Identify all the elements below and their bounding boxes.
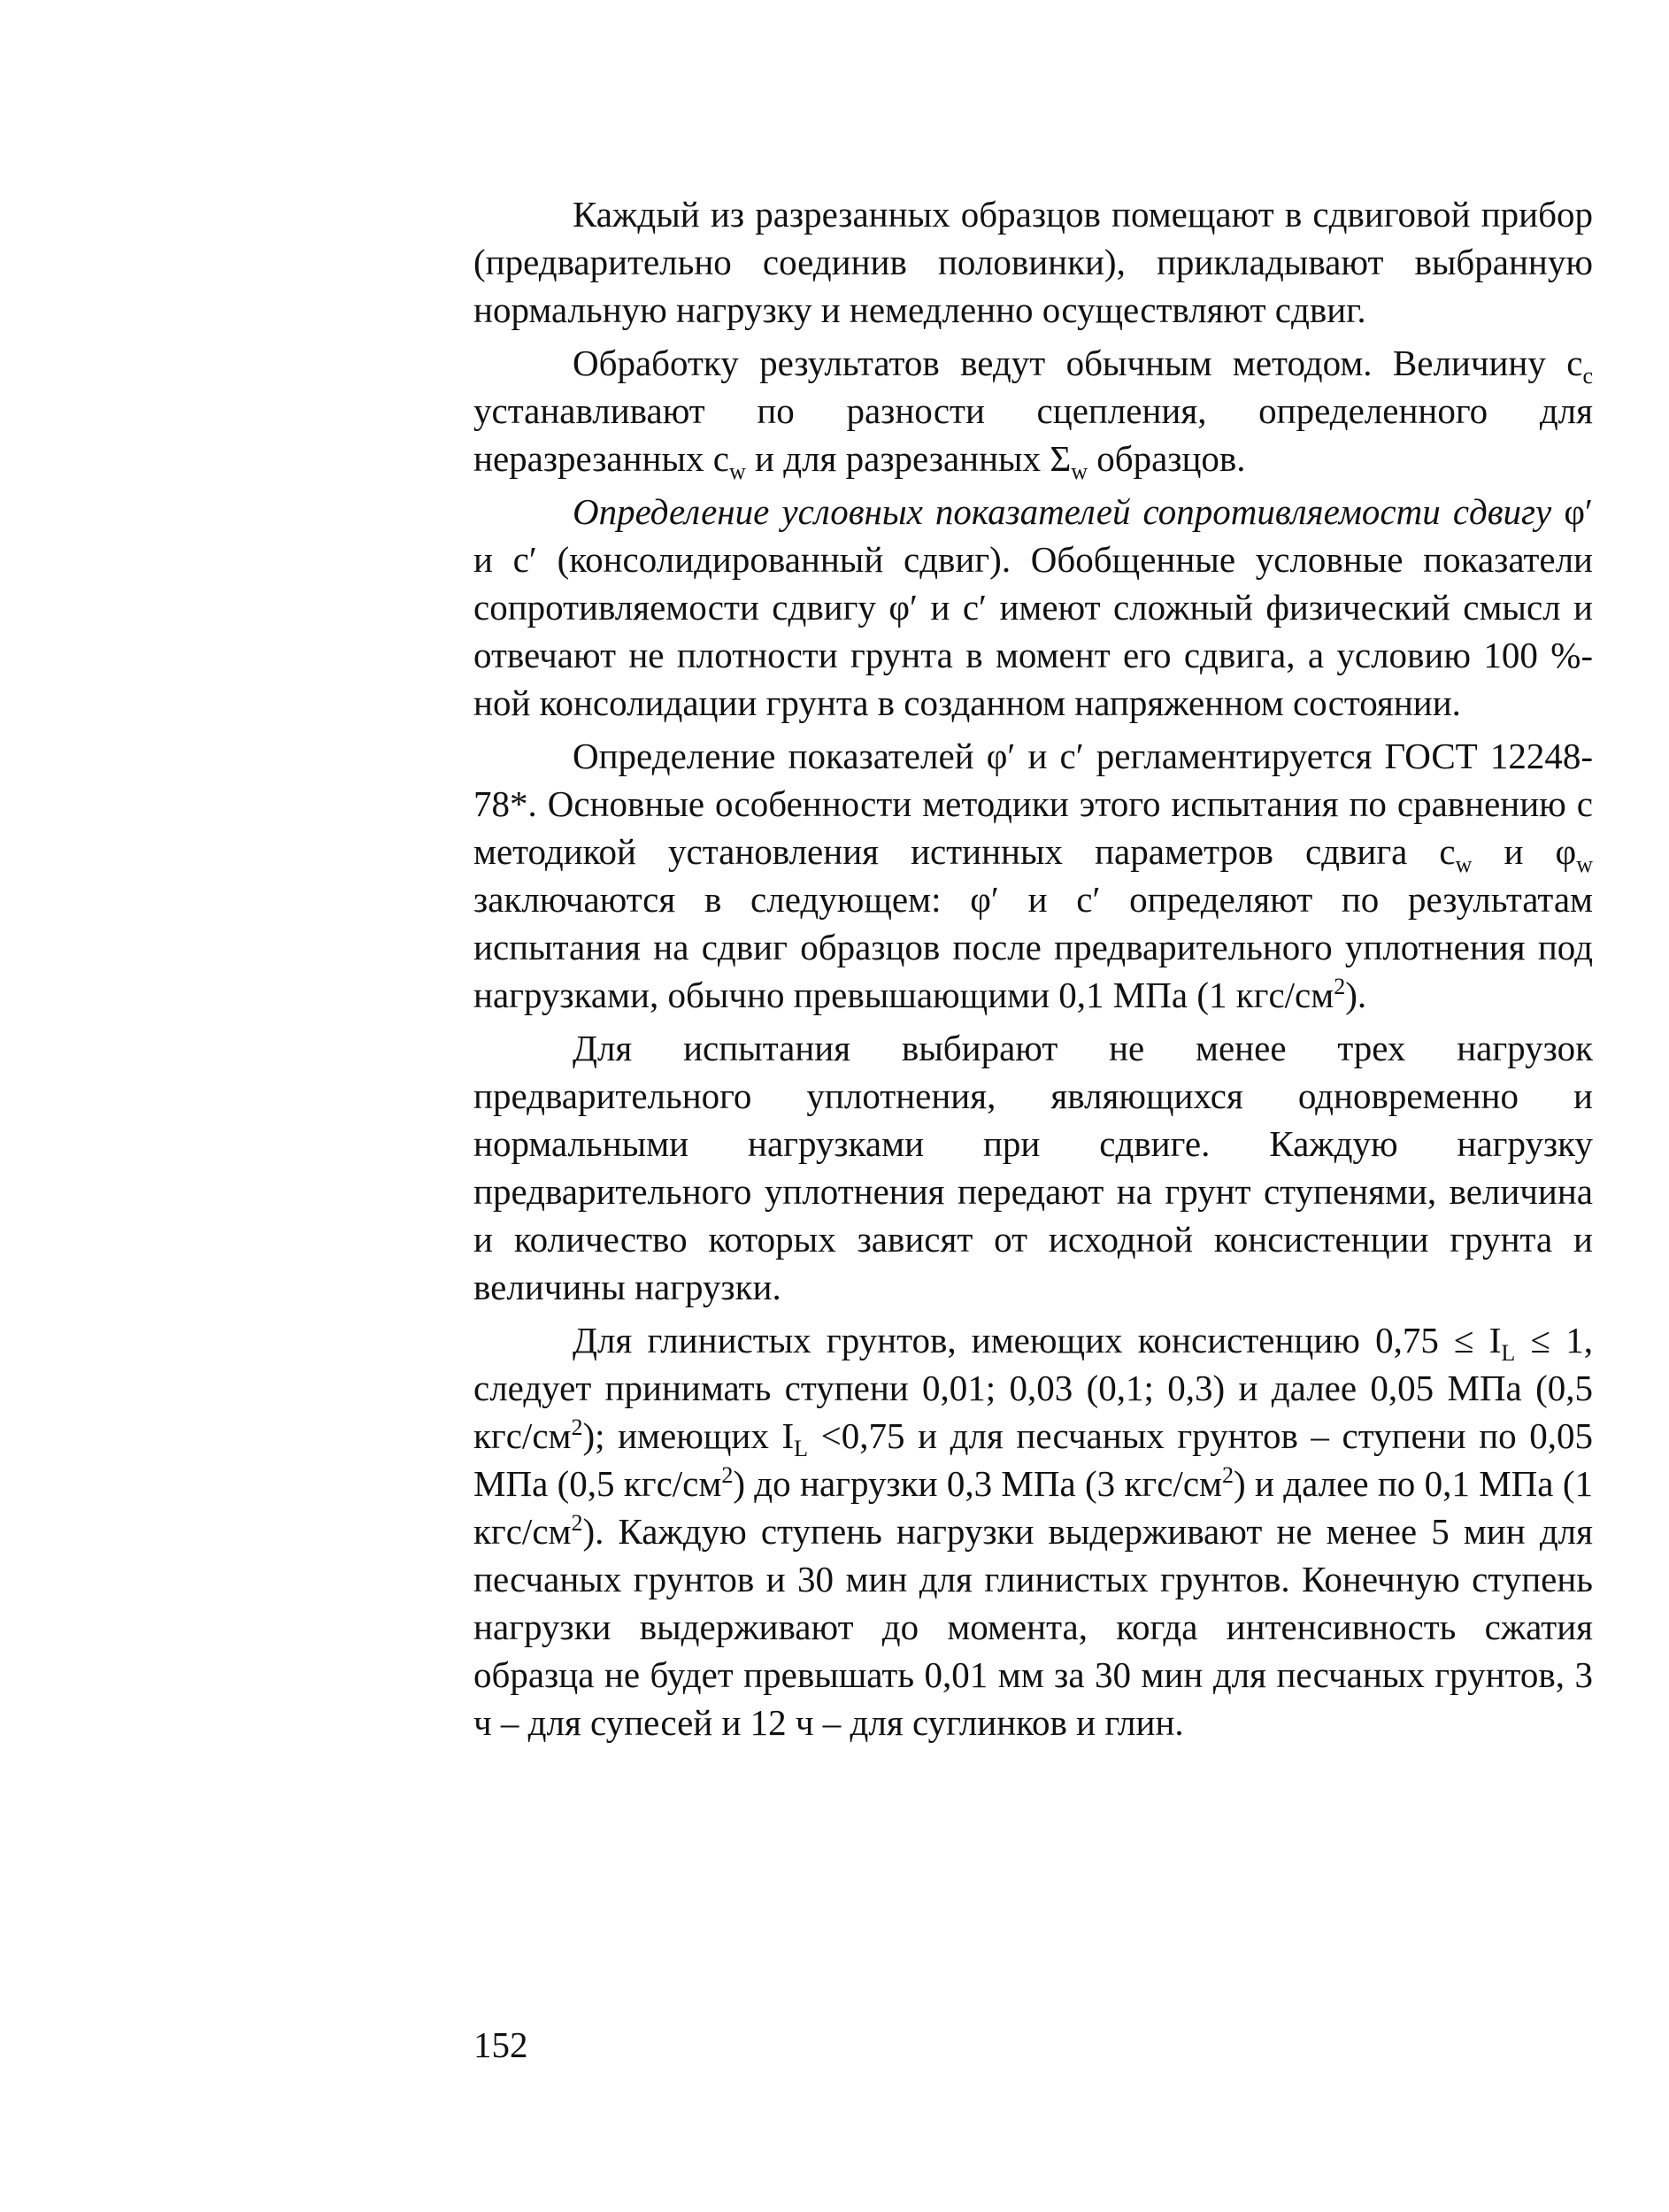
page-number: 152 bbox=[473, 2024, 528, 2065]
paragraph-4-text-a: Определение показателей φ′ и c′ регламентируется ГОСТ 12248-78*. Основные особенности методики этого испытания по сравнению с методикой установления истинных параметров сдвига c bbox=[473, 736, 1593, 872]
subscript: w bbox=[1455, 852, 1473, 877]
paragraph-6-text-b: ≤ 1, следует принимать ступени 0,01; 0,03 (0,1; 0,3) и далее 0,05 МПа (0,5 кгс/см bbox=[473, 1320, 1593, 1456]
subscript: w bbox=[729, 459, 746, 484]
paragraph-3 bbox=[473, 488, 1593, 727]
paragraph-6-text-e: ) до нагрузки 0,3 МПа (3 кгс/см bbox=[733, 1463, 1222, 1504]
superscript: 2 bbox=[1334, 974, 1346, 999]
paragraph-5 bbox=[473, 1024, 1593, 1311]
paragraph-6 bbox=[473, 1316, 1593, 1746]
subscript: L bbox=[794, 1436, 808, 1461]
paragraph-6-text-a: Для глинистых грунтов, имеющих консистенцию 0,75 ≤ I bbox=[573, 1320, 1502, 1360]
paragraph-2-text-b: устанавливают по разности сцепления, определенного для неразрезанных c bbox=[473, 390, 1593, 479]
paragraph-3-text: φ′ и c′ (консолидированный сдвиг). Обобщенные условные показатели сопротивляемости сдвигу φ′ и c′ имеют сложный физический смысл и отвечают не плотности грунта в момент его сдвига, а условию 100 %-ной консолидации грунта в созданном напряженном состоянии. bbox=[473, 491, 1593, 723]
paragraph-2 bbox=[473, 339, 1593, 482]
paragraph-5-text: Для испытания выбирают не менее трех нагрузок предварительного уплотнения, являющихся одновременно и нормальными нагрузками при сдвиге. Каждую нагрузку предварительного уплотнения передают на грунт ступенями, величина и количество которых зависят от исходной консистенции грунта и величины нагрузки. bbox=[473, 1028, 1593, 1307]
superscript: 2 bbox=[721, 1462, 734, 1488]
paragraph-4-text-b: и φ bbox=[1472, 831, 1577, 872]
paragraph-2-text-d: образцов. bbox=[1087, 438, 1246, 479]
subscript: w bbox=[1071, 459, 1088, 484]
paragraph-4 bbox=[473, 732, 1593, 1019]
subscript: L bbox=[1501, 1340, 1516, 1366]
paragraph-6-text-f: ) и далее по 0,1 МПа (1 кгс/см bbox=[473, 1463, 1593, 1552]
paragraph-2-text-a: Обработку результатов ведут обычным методом. Величину c bbox=[573, 343, 1583, 383]
superscript: 2 bbox=[571, 1510, 583, 1536]
superscript: 2 bbox=[1221, 1462, 1234, 1488]
paragraph-6-text-d: <0,75 и для песчаных грунтов – ступени по 0,05 МПа (0,5 кгс/см bbox=[473, 1415, 1593, 1504]
page-body bbox=[473, 190, 1593, 1752]
paragraph-1-text: Каждый из разрезанных образцов помещают в сдвиговой прибор (предварительно соединив половинки), прикладывают выбранную нормальную нагрузку и немедленно осуществляют сдвиг. bbox=[473, 194, 1593, 330]
paragraph-6-text-g: ). Каждую ступень нагрузки выдерживают не менее 5 мин для песчаных грунтов и 30 мин для глинистых грунтов. Конечную ступень нагрузки выдерживают до момента, когда интенсивность сжатия образца не будет превышать 0,01 мм за 30 мин для песчаных грунтов, 3 ч – для супесей и 12 ч – для суглинков и глин. bbox=[473, 1511, 1593, 1743]
paragraph-2-text-c: и для разрезанных Σ bbox=[745, 438, 1072, 479]
paragraph-4-text-c: заключаются в следующем: φ′ и c′ определяют по результатам испытания на сдвиг образцов после предварительного уплотнения под нагрузками, обычно превышающими 0,1 МПа (1 кгс/см bbox=[473, 879, 1593, 1015]
paragraph-1 bbox=[473, 190, 1593, 334]
section-heading-italic: Определение условных показателей сопротивляемости сдвигу bbox=[573, 491, 1552, 532]
superscript: 2 bbox=[571, 1414, 583, 1440]
paragraph-6-text-c: ); имеющих I bbox=[582, 1415, 795, 1456]
subscript: c bbox=[1582, 363, 1593, 389]
subscript: w bbox=[1576, 852, 1593, 877]
paragraph-4-text-d: ). bbox=[1345, 975, 1367, 1015]
